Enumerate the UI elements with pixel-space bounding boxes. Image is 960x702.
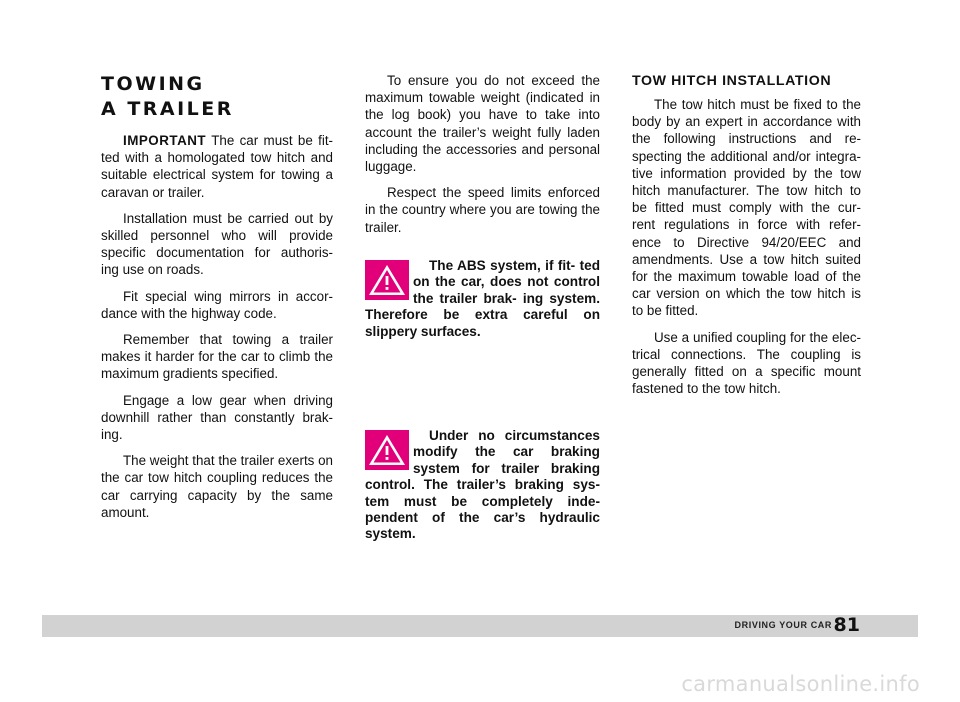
section-title bbox=[101, 72, 333, 122]
important-text: The car must be fit- ted with a homologated tow hitch and suitable electrical system for towing a caravan or trailer. bbox=[101, 133, 333, 200]
warning-triangle-icon bbox=[365, 430, 409, 470]
paragraph-max-weight: To ensure you do not exceed the maximum towable weight (indicated in the log book) you have to take into account the trailer’s weight fully laden including the accessories and personal luggage. bbox=[365, 73, 600, 175]
paragraph-weight: The weight that the trailer exerts on the car tow hitch coupling reduces the car carrying capacity by the same amount. bbox=[101, 453, 333, 520]
column-middle bbox=[365, 72, 600, 245]
paragraph-low-gear: Engage a low gear when driving downhill rather than constantly brak- ing. bbox=[101, 392, 333, 443]
watermark: carmanualsonline.info bbox=[681, 672, 920, 696]
column-right bbox=[632, 72, 861, 406]
paragraph-mirrors: Fit special wing mirrors in accor- dance with the highway code. bbox=[101, 288, 333, 321]
paragraph-tow-hitch: The tow hitch must be fixed to the body by an expert in accordance with the following instructions and re- specting the additional and/or integra- tive information provided by the tow hitch manufacturer. The tow hitch to be fitted must comply with the cur- rent regulations in force with refer- ence to Directive 94/20/EEC and amendments. Use a tow hitch suited for the maximum towable load of the car version on which the tow hitch is to be fitted. bbox=[632, 97, 861, 319]
section-title-line1: TOWING bbox=[101, 73, 205, 95]
tow-hitch-heading: TOW HITCH INSTALLATION bbox=[632, 73, 832, 89]
important-label: IMPORTANT bbox=[123, 133, 207, 148]
paragraph-speed-limits: Respect the speed limits enforced in the country where you are towing the trailer. bbox=[365, 185, 600, 235]
warning-abs-text: The ABS system, if fit- ted on the car, does not control the trailer brak- ing system. Therefore be extra careful on slippery surfaces. bbox=[365, 258, 600, 339]
paragraph-installation: Installation must be carried out by skilled personnel who will provide specific documentation for authoris- ing use on roads. bbox=[101, 210, 333, 278]
chapter-label: DRIVING YOUR CAR bbox=[734, 620, 832, 630]
warning-abs bbox=[365, 258, 600, 340]
paragraph-gradients: Remember that towing a trailer makes it harder for the car to climb the maximum gradients specified. bbox=[101, 332, 333, 382]
warning-triangle-icon bbox=[365, 260, 409, 300]
footer-bar bbox=[42, 615, 918, 637]
warning-braking-text: Under no circumstances modify the car braking system for trailer braking control. The trailer’s braking sys- tem must be completely inde- pendent of the car’s hydraulic system. bbox=[365, 428, 600, 542]
section-title-line2: A TRAILER bbox=[101, 98, 234, 120]
column-left bbox=[101, 72, 333, 530]
important-paragraph bbox=[101, 132, 333, 201]
paragraph-coupling: Use a unified coupling for the elec- trical connections. The coupling is generally fitted on a specific mount fastened to the tow hitch. bbox=[632, 329, 861, 397]
warning-braking bbox=[365, 428, 600, 543]
page-number: 81 bbox=[833, 614, 860, 636]
